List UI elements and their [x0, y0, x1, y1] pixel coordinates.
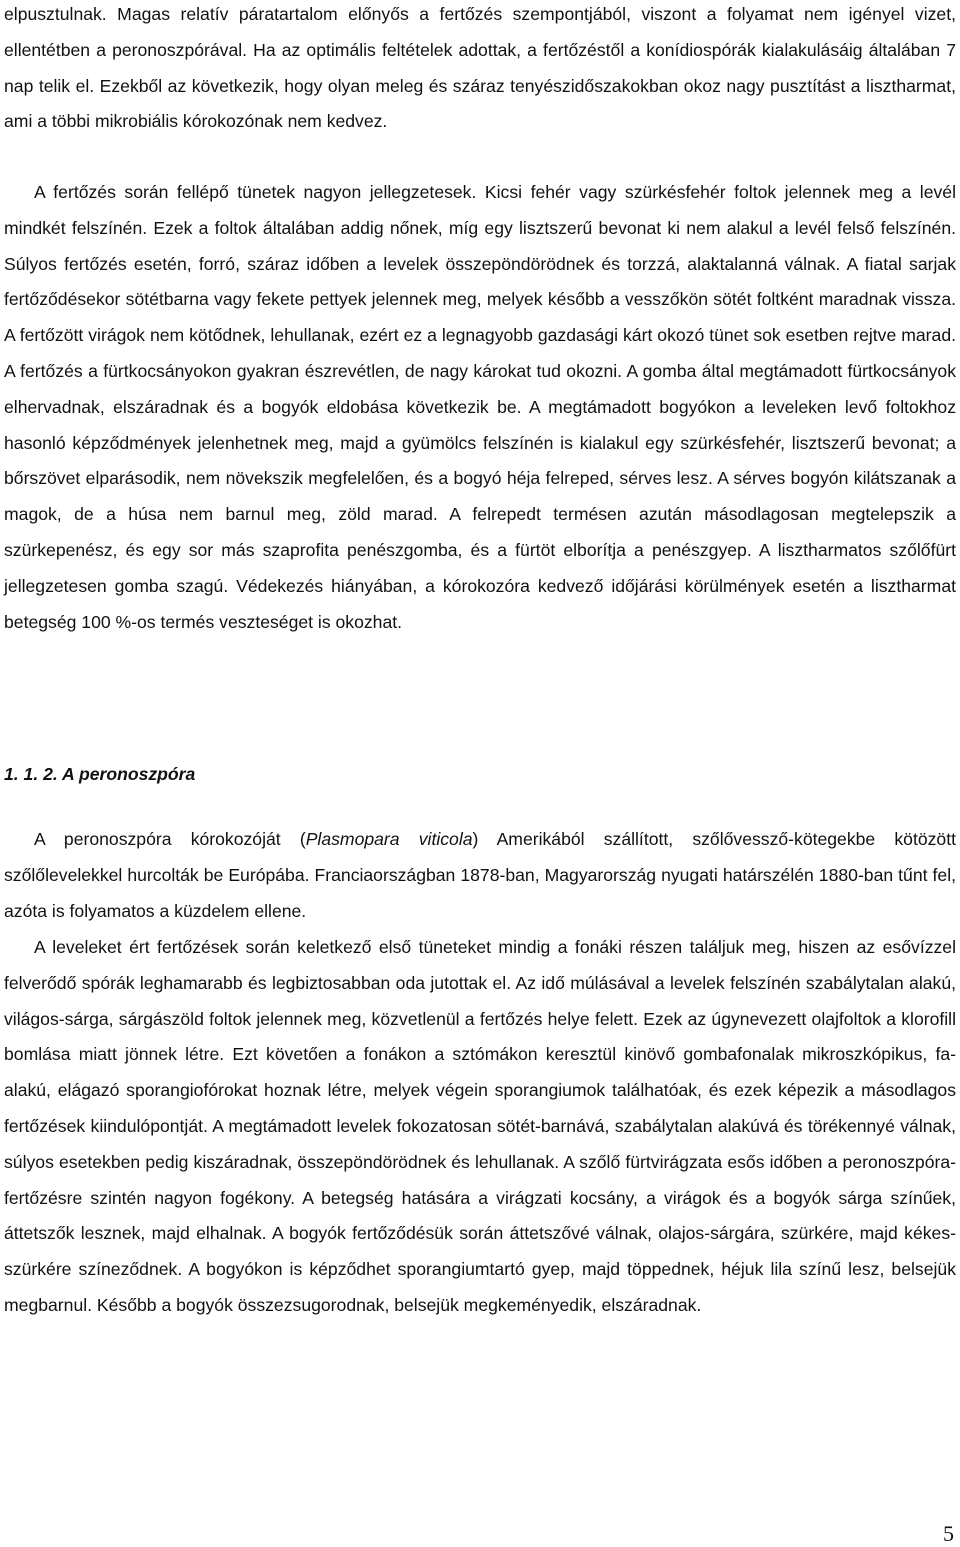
paragraph-text: A fertőzés során fellépő tünetek nagyon jellegzetesek. Kicsi fehér vagy szürkésfehér foltok jelennek meg a levél mindkét felszínén. Ezek a foltok általában addig nőnek, míg egy lisztszerű bevonat ki nem alakul a levél felső felszínén. Súlyos fertőzés esetén, forró, száraz időben a levelek összepöndörödnek és torzzá, alaktalanná válnak. A fiatal sarjak fertőződésekor sötétbarna vagy fekete pettyek jelennek meg, melyek később a vesszőkön sötét foltként maradnak vissza. A fertőzött virágok nem kötődnek, lehullanak, ezért ez a legnagyobb gazdasági kárt okozó tünet sok esetben rejtve marad. A fertőzés a fürtkocsányokon gyakran észrevétlen, de nagy károkat tud okozni. A gomba által megtámadott fürtkocsányok elhervadnak, elszáradnak és a bogyók eldobása következik be. A megtámadott bogyókon a leveleken levő foltokhoz hasonló képződmények jelenhetnek meg, majd a gyümölcs felszínén is kialakul egy szürkésfehér, lisztszerű bevonat; a bőrszövet elparásodik, nem növekszik megfelelően, és a bogyó héja felreped, sérves lesz. A sérves bogyón kilátszanak a magok, de a húsa nem barnul meg, zöld marad. A felrepedt termésen azután másodlagosan megtelepszik a szürkepenész, és egy sor más szaprofita penészgomba, és a fürtöt elborítja a penészgyep. A lisztharmatos szőlőfürt jellegzetesen gomba szagú. Védekezés hiányában, a kórokozóra kedvező időjárási körülmények esetén a lisztharmat betegség 100 %-os termés veszteséget is okozhat. — [4, 182, 956, 632]
paragraph-text-before: A peronoszpóra kórokozóját ( — [34, 829, 306, 849]
species-name: Plasmopara viticola — [305, 829, 473, 849]
paragraph-powdery-mildew-symptoms — [4, 175, 956, 640]
paragraph-powdery-mildew-conditions: elpusztulnak. Magas relatív páratartalom előnyős a fertőzés szempontjából, viszont a folyamat nem igényel vizet, ellentétben a peronoszpórával. Ha az optimális feltételek adottak, a fertőzéstől a konídiospórák kialakulásáig általában 7 nap telik el. Ezekből az következik, hogy olyan meleg és száraz tenyészidőszakokban okoz nagy pusztítást a lisztharmat, ami a többi mikrobiális kórokozónak nem kedvez. — [4, 4, 956, 132]
page-number: 5 — [943, 1521, 954, 1546]
paragraph-peronospora-origin — [4, 822, 956, 929]
paragraph-peronospora-symptoms — [4, 930, 956, 1324]
paragraph-text: A leveleket ért fertőzések során keletkező első tüneteket mindig a fonáki részen találjuk meg, hiszen az esővízzel felverődő spórák leghamarabb és legbiztosabban oda jutottak el. Az idő múlásával a levelek felszínén szabálytalan alakú, világos-sárga, sárgászöld foltok jelennek meg, közvetlenül a fertőzés helye felett. Ezek az úgynevezett olajfoltok a klorofill bomlása miatt jönnek létre. Ezt követően a fonákon a sztómákon keresztül kinövő gombafonalak mikroszkópikus, fa-alakú, elágazó sporangiofórokat hoznak létre, melyek végein sporangiumok találhatóak, és ezek képezik a másodlagos fertőzések kiindulópontját. A megtámadott levelek fokozatosan sötét-barnává, szabálytalan alakúvá és törékennyé válnak, súlyos esetekben pedig kiszáradnak, összepöndörödnek és lehullanak. A szőlő fürtvirágzata esős időben a peronoszpóra-fertőzésre szintén nagyon fogékony. A betegség hatására a virágzati kocsány, a virágok és a bogyók sárga színűek, áttetszők lesznek, majd elhalnak. A bogyók fertőződésük során áttetszővé válnak, olajos-sárgára, szürkére, majd kékes-szürkére színeződnek. A bogyókon is képződhet sporangiumtartó gyep, majd töppednek, héjuk lila színű lesz, belsejük megbarnul. Később a bogyók összezsugorodnak, belsejük megkeményedik, elszáradnak. — [4, 937, 956, 1315]
section-heading: 1. 1. 2. A peronoszpóra — [4, 764, 196, 784]
paragraph-text-after: ) Amerikából szállított, szőlővessző-kötegekbe kötözött szőlőlevelekkel hurcolták be Európába. Franciaországban 1878-ban, Magyarország nyugati határszélén 1880-ban tűnt fel, azóta is folyamatos a küzdelem ellene. — [4, 829, 956, 921]
